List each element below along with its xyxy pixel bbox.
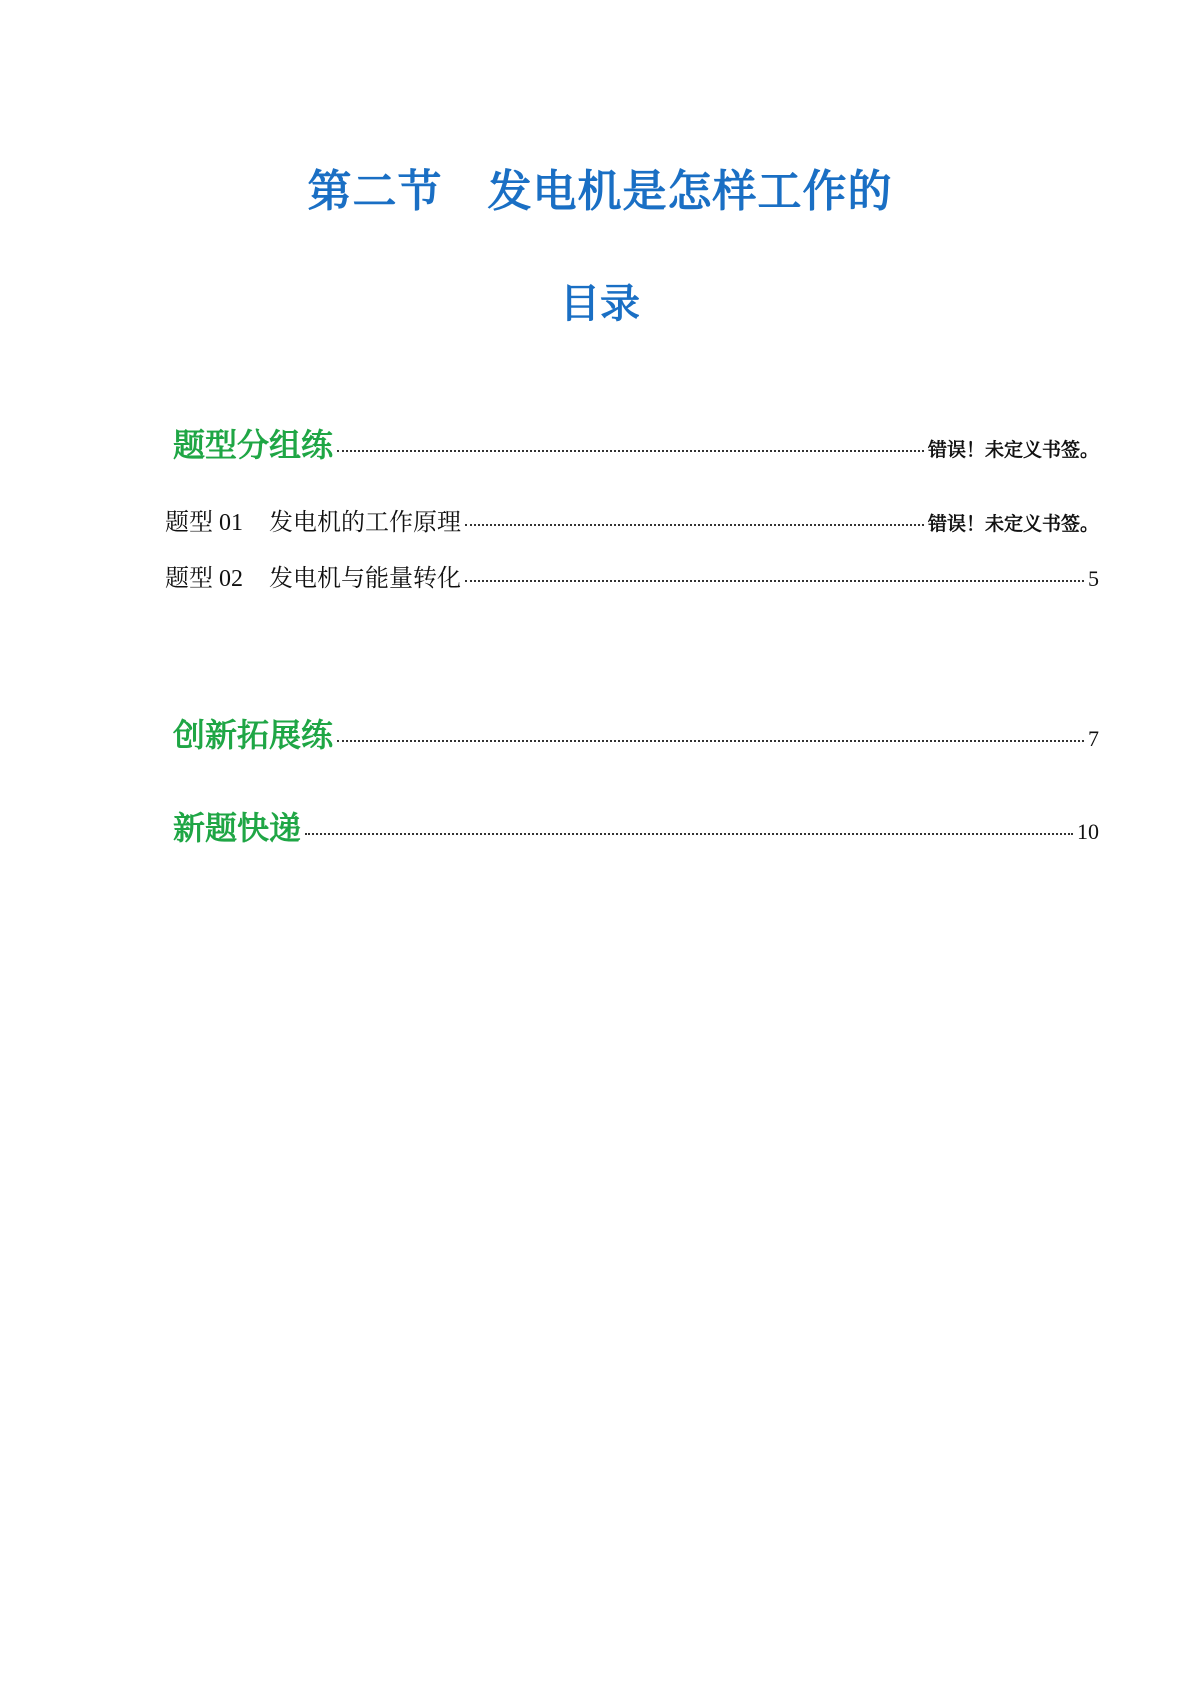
toc-entry-number: 题型 02 [165,566,243,592]
chapter-title: 第二节 发电机是怎样工作的 [307,166,893,217]
dot-leader [465,524,924,526]
toc-entry-label: 题型分组练 [173,426,334,464]
dot-leader [337,740,1084,742]
toc-entry-label: 新题快递 [173,809,302,847]
toc-entry-title: 发电机与能量转化 [269,566,461,592]
dot-leader [305,833,1073,835]
toc-entry-type01[interactable] [165,502,1099,537]
toc-entry-new-questions[interactable] [173,803,1099,849]
toc-title: 目录 [560,281,640,327]
toc-entry-label [165,558,461,593]
dot-leader [465,580,1084,582]
toc-entry-label: 创新拓展练 [173,716,334,754]
toc-entry-label [165,502,461,537]
toc-entry-innovation[interactable] [173,710,1099,756]
toc-entry-type02[interactable] [165,558,1099,593]
toc-entry-page: 错误！未定义书签。 [927,439,1099,461]
toc-entry-group-practice[interactable] [173,420,1099,466]
dot-leader [337,450,924,452]
toc-entry-page: 错误！未定义书签。 [927,513,1099,535]
toc-entry-number: 题型 01 [165,510,243,536]
toc-entry-title: 发电机的工作原理 [269,510,461,536]
toc-entry-page: 10 [1077,819,1099,844]
toc-entry-page: 7 [1088,726,1099,751]
toc-entry-page: 5 [1088,566,1099,591]
